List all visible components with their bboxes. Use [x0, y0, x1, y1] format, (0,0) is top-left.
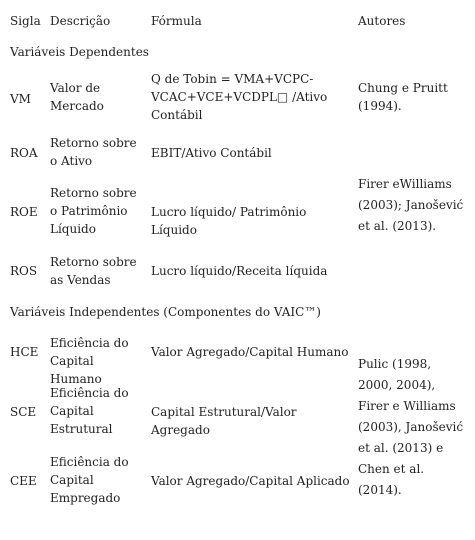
row-roa-sigla: ROA [10, 146, 38, 160]
header-autores: Autores [358, 14, 406, 28]
section-dependentes: Variáveis Dependentes [10, 45, 149, 59]
row-roe-formula: Lucro líquido/ Patrimônio Líquido [151, 205, 307, 237]
header-sigla: Sigla [10, 14, 41, 28]
row-roe-autores: Firer eWilliams (2003); Janošević et al. (2013). [358, 177, 464, 233]
row-cee-sigla: CEE [10, 474, 37, 488]
row-hce-descricao: Eficiência do Capital Humano [50, 336, 129, 386]
row-ros-sigla: ROS [10, 264, 38, 278]
header-row [10, 0, 465, 40]
independentes-autores: Pulic (1998, 2000, 2004), Firer e Williams (2003), Janošević et al. (2013) e Chen et al. (2014). [358, 357, 464, 497]
row-vm-sigla: VM [10, 92, 31, 106]
row-ros-descricao: Retorno sobre as Vendas [50, 255, 137, 287]
row-roe-sigla: ROE [10, 205, 38, 219]
header-formula: Fórmula [151, 14, 202, 28]
row-sce-formula: Capital Estrutural/Valor Agregado [151, 405, 297, 437]
section-independentes: Variáveis Independentes (Componentes do VAIC™) [10, 305, 321, 319]
row-ros-formula: Lucro líquido/Receita líquida [151, 264, 328, 278]
row-vm-formula: Q de Tobin = VMA+VCPC-VCAC+VCE+VCDPL□ /Ativo Contábil [151, 72, 328, 122]
row-roa-descricao: Retorno sobre o Ativo [50, 136, 137, 168]
row-roa-formula: EBIT/Ativo Contábil [151, 146, 272, 160]
row-vm-descricao: Valor de Mercado [50, 81, 104, 113]
row-cee-formula: Valor Agregado/Capital Aplicado [151, 474, 350, 488]
row-hce-sigla: HCE [10, 345, 39, 359]
row-hce-formula: Valor Agregado/Capital Humano [151, 345, 349, 359]
row-cee-descricao: Eficiência do Capital Empregado [50, 455, 129, 505]
row-sce-descricao: Eficiência do Capital Estrutural [50, 386, 129, 436]
row-vm-autores: Chung e Pruitt (1994). [358, 81, 448, 113]
row-sce-sigla: SCE [10, 405, 37, 419]
header-descricao: Descrição [50, 14, 111, 28]
row-roe-descricao: Retorno sobre o Patrimônio Líquido [50, 186, 137, 236]
